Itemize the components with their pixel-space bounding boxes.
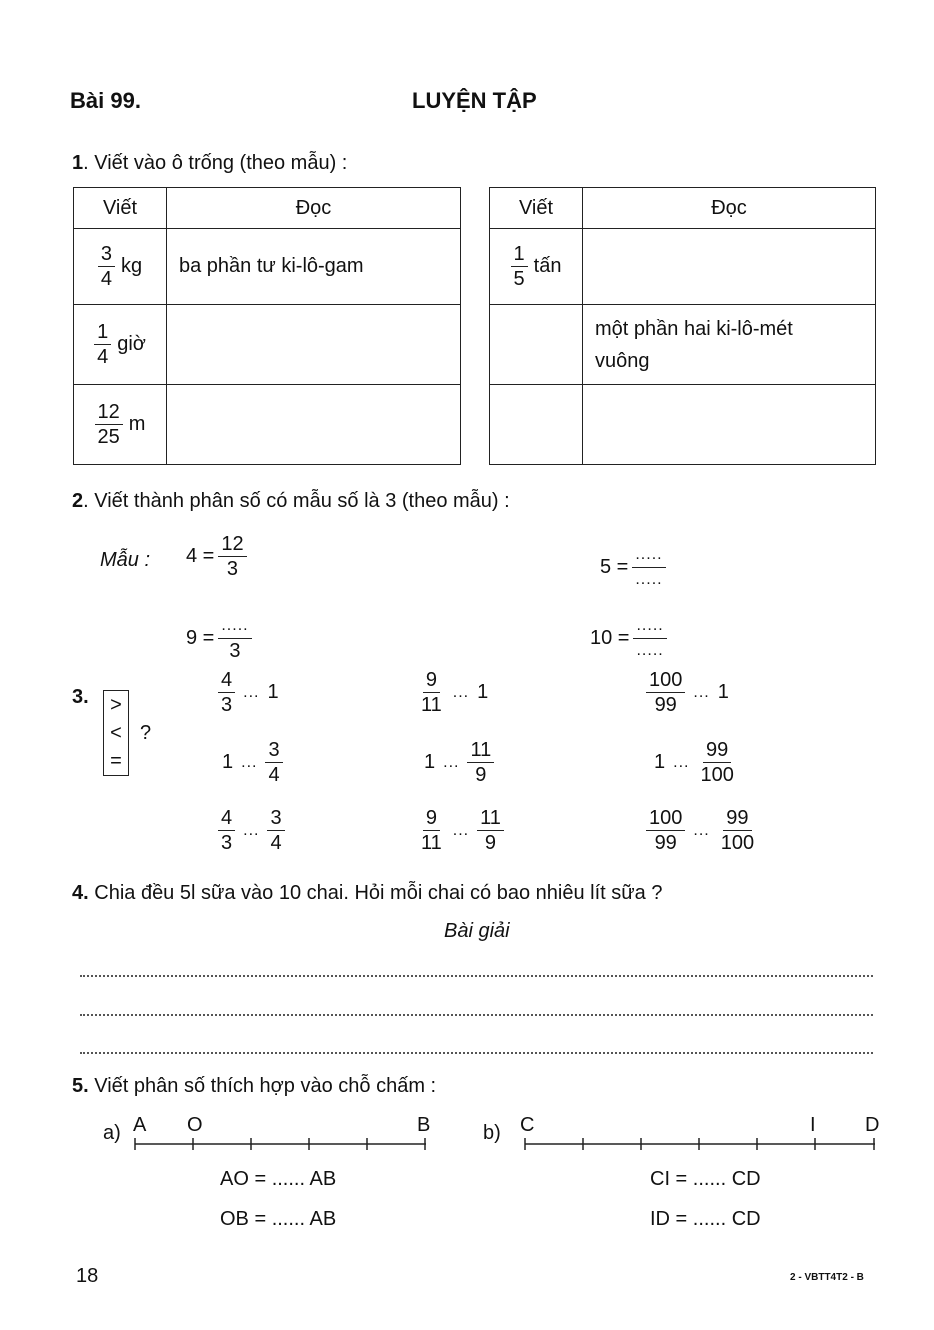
page-number: 18 bbox=[76, 1265, 99, 1287]
ex5-text: Viết phân số thích hợp vào chỗ chấm : bbox=[94, 1075, 437, 1097]
write-cell bbox=[74, 385, 167, 465]
ex5-prompt bbox=[72, 1075, 436, 1098]
read-line: vuông bbox=[595, 349, 650, 372]
write-cell bbox=[490, 229, 583, 305]
compare-item: $\frac{100}{99}$ ... 1 bbox=[646, 668, 729, 717]
compare-item: $\frac{9}{11}$ ... $\frac{11}{9}$ bbox=[418, 806, 504, 855]
ex2-number: 2 bbox=[72, 490, 84, 512]
point-d: D bbox=[865, 1114, 880, 1136]
equation-9: 9 = $\frac{.....}{3}$ bbox=[186, 614, 252, 663]
point-a: A bbox=[133, 1114, 147, 1136]
compare-item: $\frac{9}{11}$ ... 1 bbox=[421, 669, 489, 716]
blank-numerator[interactable]: ..... bbox=[633, 614, 666, 639]
equal-sign: = bbox=[110, 750, 122, 772]
table-row bbox=[74, 385, 461, 465]
blank[interactable]: ... bbox=[243, 683, 260, 701]
sample-equation: 4 = $\frac{12}{3}$ bbox=[186, 532, 247, 581]
write-cell-empty[interactable] bbox=[490, 305, 583, 385]
blank-numerator[interactable]: ..... bbox=[218, 614, 251, 639]
table-row bbox=[74, 305, 461, 385]
unit: giờ bbox=[117, 333, 146, 355]
unit: m bbox=[128, 413, 146, 435]
book-code: 2 - VBTT4T2 - B bbox=[790, 1272, 864, 1283]
answer-line[interactable] bbox=[80, 1014, 873, 1016]
blank[interactable]: ... bbox=[241, 753, 258, 771]
ex1-number: 1 bbox=[72, 152, 84, 174]
fraction: $\frac{12}{25}$ bbox=[95, 400, 123, 449]
equation-ao[interactable]: AO = ...... AB bbox=[220, 1168, 337, 1190]
write-cell-empty[interactable] bbox=[490, 385, 583, 465]
ex2-prompt: 2. Viết thành phân số có mẫu số là 3 (theo mẫu) : bbox=[72, 490, 510, 512]
table-row bbox=[490, 385, 876, 465]
blank[interactable]: ... bbox=[693, 821, 710, 839]
ex4-number: 4. bbox=[72, 882, 89, 904]
blank[interactable]: ... bbox=[243, 821, 260, 839]
compare-item: 1 ... $\frac{99}{100}$ bbox=[654, 739, 734, 786]
compare-item: $\frac{100}{99}$ ... $\frac{99}{100}$ bbox=[646, 806, 757, 855]
equation-ci[interactable]: CI = ...... CD bbox=[650, 1168, 761, 1190]
blank-numerator[interactable]: ..... bbox=[632, 543, 665, 568]
ex3-number: 3. bbox=[72, 686, 89, 708]
blank[interactable]: ... bbox=[443, 753, 460, 771]
solution-label: Bài giải bbox=[444, 920, 510, 942]
col-read-header: Đọc bbox=[583, 188, 876, 229]
compare-item: 1 ... $\frac{3}{4}$ bbox=[222, 738, 283, 787]
lesson-number: Bài 99. bbox=[70, 88, 141, 113]
fraction: $\frac{1}{4}$ bbox=[94, 320, 111, 369]
less-sign: < bbox=[110, 722, 122, 744]
col-read-header: Đọc bbox=[167, 188, 461, 229]
read-cell: ba phần tư ki-lô-gam bbox=[167, 229, 461, 305]
ex4-text: Chia đều 5l sữa vào 10 chai. Hỏi mỗi chai có bao nhiêu lít sữa ? bbox=[94, 882, 663, 904]
table-row bbox=[490, 305, 876, 385]
read-cell bbox=[583, 305, 876, 385]
part-b-label: b) bbox=[483, 1122, 501, 1144]
answer-line[interactable] bbox=[80, 975, 873, 977]
segment-ab bbox=[130, 1136, 430, 1152]
blank[interactable]: ... bbox=[673, 753, 690, 771]
read-cell-empty[interactable] bbox=[167, 305, 461, 385]
blank[interactable]: ... bbox=[452, 683, 470, 701]
greater-sign: > bbox=[110, 694, 122, 716]
ex1-left-table bbox=[73, 187, 461, 465]
compare-item: 1 ... $\frac{11}{9}$ bbox=[424, 738, 494, 787]
ex2-text: Viết thành phân số có mẫu số là 3 (theo mẫu) : bbox=[94, 490, 510, 512]
unit: kg bbox=[121, 255, 143, 277]
point-i: I bbox=[810, 1114, 816, 1136]
fraction: $\frac{3}{4}$ bbox=[98, 242, 115, 291]
read-cell-empty[interactable] bbox=[167, 385, 461, 465]
blank-denominator[interactable]: ..... bbox=[636, 642, 664, 659]
read-cell-empty[interactable] bbox=[583, 229, 876, 305]
equation-id[interactable]: ID = ...... CD bbox=[650, 1208, 761, 1230]
ex1-right-table bbox=[489, 187, 876, 465]
sample-label: Mẫu : bbox=[100, 549, 151, 571]
compare-item: $\frac{4}{3}$ ... $\frac{3}{4}$ bbox=[218, 806, 285, 855]
equation-ob[interactable]: OB = ...... AB bbox=[220, 1208, 337, 1230]
blank[interactable]: ... bbox=[693, 683, 710, 701]
blank-denominator[interactable]: ..... bbox=[635, 571, 663, 588]
write-cell bbox=[74, 305, 167, 385]
fraction: $\frac{1}{5}$ bbox=[511, 242, 528, 291]
answer-line[interactable] bbox=[80, 1052, 873, 1054]
sign-box bbox=[103, 690, 129, 776]
blank[interactable]: ... bbox=[452, 821, 470, 839]
segment-cd bbox=[520, 1136, 880, 1152]
col-write-header: Viết bbox=[74, 188, 167, 229]
part-a-label: a) bbox=[103, 1122, 121, 1144]
read-cell-empty[interactable] bbox=[583, 385, 876, 465]
table-row bbox=[490, 229, 876, 305]
page-title: LUYỆN TẬP bbox=[412, 88, 537, 113]
ex4-prompt bbox=[72, 882, 662, 905]
table-row bbox=[74, 229, 461, 305]
col-write-header: Viết bbox=[490, 188, 583, 229]
point-c: C bbox=[520, 1114, 535, 1136]
unit: tấn bbox=[533, 255, 562, 277]
equation-10: 10 = $\frac{.....}{.....}$ bbox=[590, 614, 667, 663]
ex5-number: 5. bbox=[72, 1075, 89, 1097]
point-o: O bbox=[187, 1114, 203, 1136]
point-b: B bbox=[417, 1114, 431, 1136]
ex1-prompt: 1. Viết vào ô trống (theo mẫu) : bbox=[72, 152, 348, 174]
question-mark: ? bbox=[140, 722, 152, 744]
ex1-text: Viết vào ô trống (theo mẫu) : bbox=[94, 152, 348, 174]
compare-item: $\frac{4}{3}$ ... 1 bbox=[218, 668, 279, 717]
equation-5: 5 = $\frac{.....}{.....}$ bbox=[600, 543, 666, 592]
read-line: một phần hai ki-lô-mét bbox=[595, 317, 793, 340]
write-cell bbox=[74, 229, 167, 305]
